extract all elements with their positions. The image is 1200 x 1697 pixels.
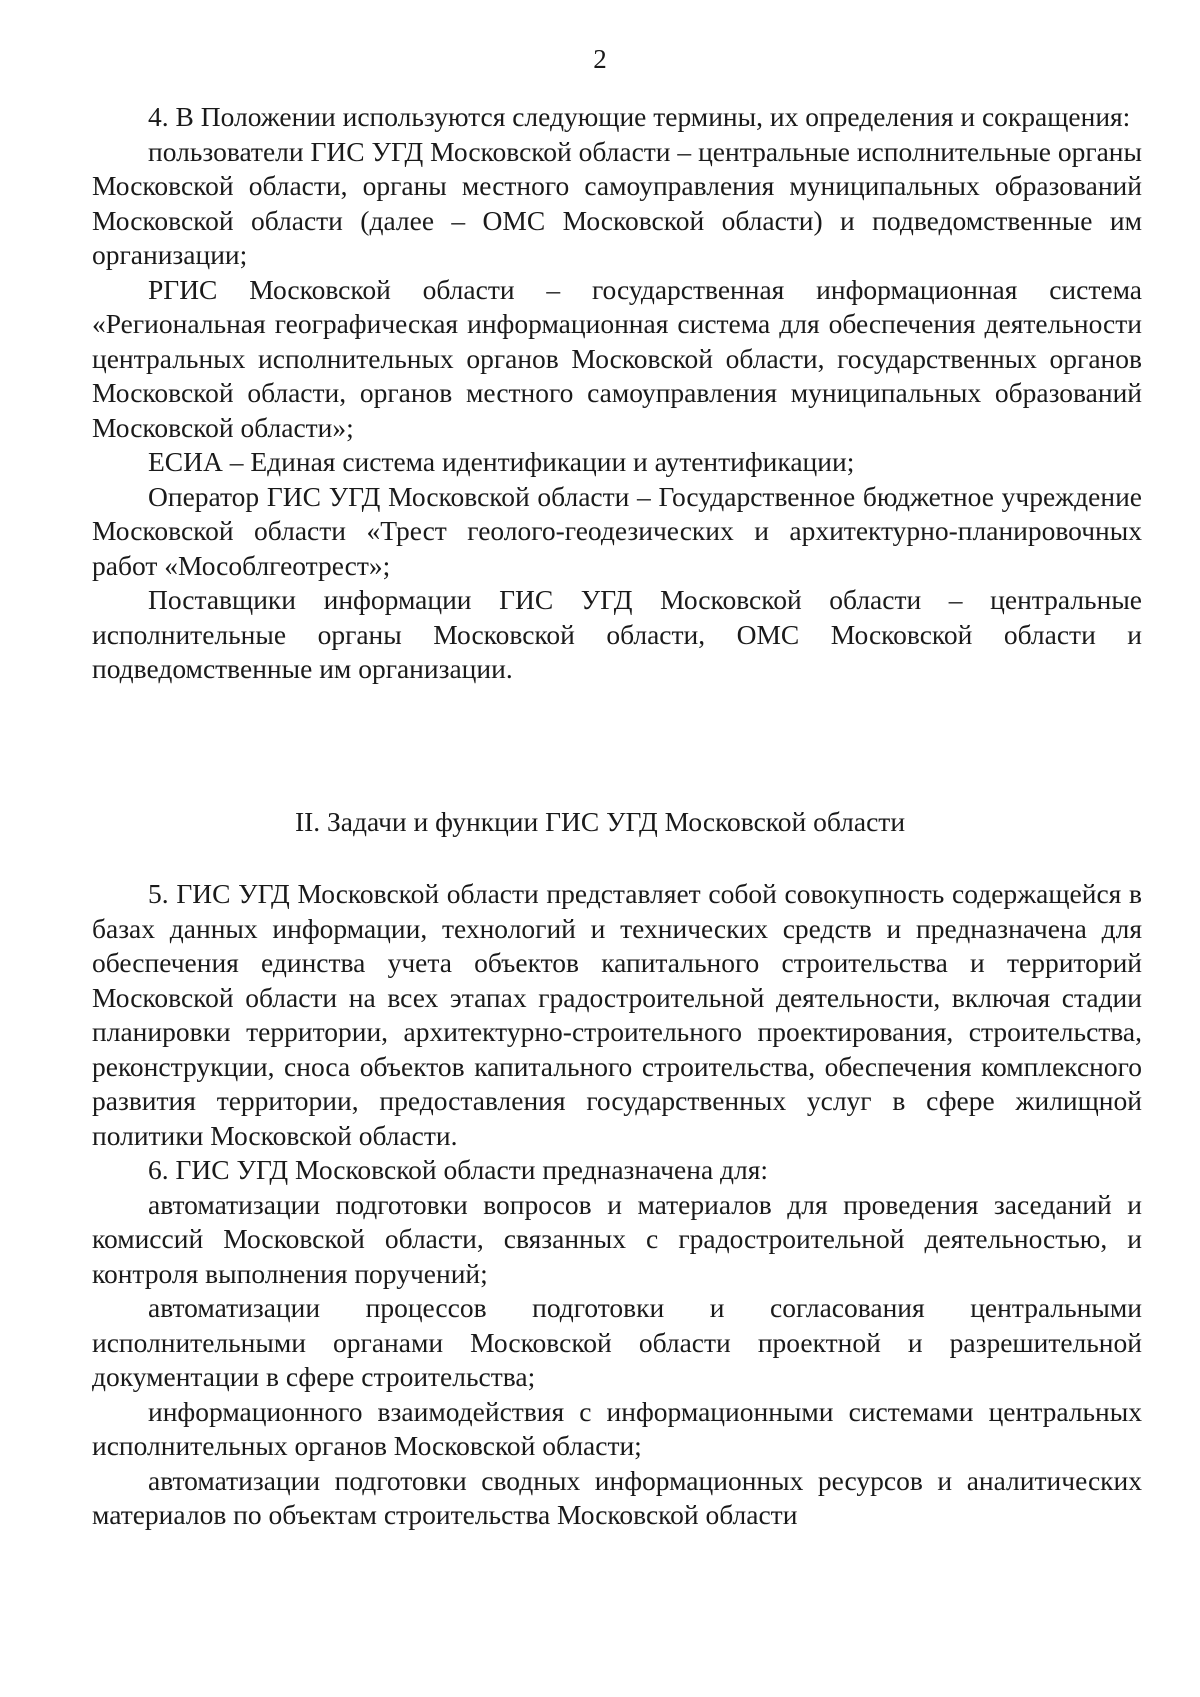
terms-section xyxy=(92,100,1142,687)
tasks-section xyxy=(92,877,1142,1533)
paragraph-purpose-intro: 6. ГИС УГД Московской области предназначена для: xyxy=(148,1154,769,1185)
paragraph-esia-definition: ЕСИА – Единая система идентификации и аутентификации; xyxy=(148,446,855,477)
paragraph-suppliers-definition: Поставщики информации ГИС УГД Московской области – центральные исполнительные органы Московской области, ОМС Московской области и подведомственные им организации. xyxy=(92,584,1142,684)
paragraph-purpose-approval: автоматизации процессов подготовки и согласования центральными исполнительными органами Московской области проектной и разрешительной документации в сфере строительства; xyxy=(92,1292,1142,1392)
paragraph-rgis-definition: РГИС Московской области – государственная информационная система «Региональная географическая информационная система для обеспечения деятельности центральных исполнительных органов Московской области, государственных органов Московской области, органов местного самоуправления муниципальных образований Московской области»; xyxy=(92,273,1142,443)
paragraph-operator-definition: Оператор ГИС УГД Московской области – Государственное бюджетное учреждение Московской области «Трест геолого-геодезических и архитектурно-планировочных работ «Мособлгеотрест»; xyxy=(92,480,1142,581)
section-heading: II. Задачи и функции ГИС УГД Московской области xyxy=(294,806,906,837)
paragraph-terms-intro: 4. В Положении используются следующие термины, их определения и сокращения: xyxy=(148,101,1131,132)
paragraph-purpose-meetings: автоматизации подготовки вопросов и материалов для проведения заседаний и комиссий Московской области, связанных с градостроительной деятельностью, и контроля выполнения поручений; xyxy=(92,1188,1142,1289)
paragraph-gis-description: 5. ГИС УГД Московской области представляет собой совокупность содержащейся в базах данных информации, технологий и технических средств и предназначена для обеспечения единства учета объектов капитального строительства и территорий Московской области на всех этапах градостроительной деятельности, включая стадии планировки территории, архитектурно-строительного проектирования, строительства, реконструкции, сноса объектов капитального строительства, обеспечения комплексного развития территории, предоставления государственных услуг в сфере жилищной политики Московской области. xyxy=(92,878,1142,1151)
paragraph-users-definition: пользователи ГИС УГД Московской области – центральные исполнительные органы Московской области, органы местного самоуправления муниципальных образований Московской области (далее – ОМС Московской области) и подведомственные им организации; xyxy=(92,135,1142,270)
paragraph-purpose-analytics: автоматизации подготовки сводных информационных ресурсов и аналитических материалов по объектам строительства Московской области xyxy=(92,1464,1142,1530)
page-number: 2 xyxy=(593,44,607,74)
paragraph-purpose-interaction: информационного взаимодействия с информационными системами центральных исполнительных органов Московской области; xyxy=(92,1395,1142,1461)
